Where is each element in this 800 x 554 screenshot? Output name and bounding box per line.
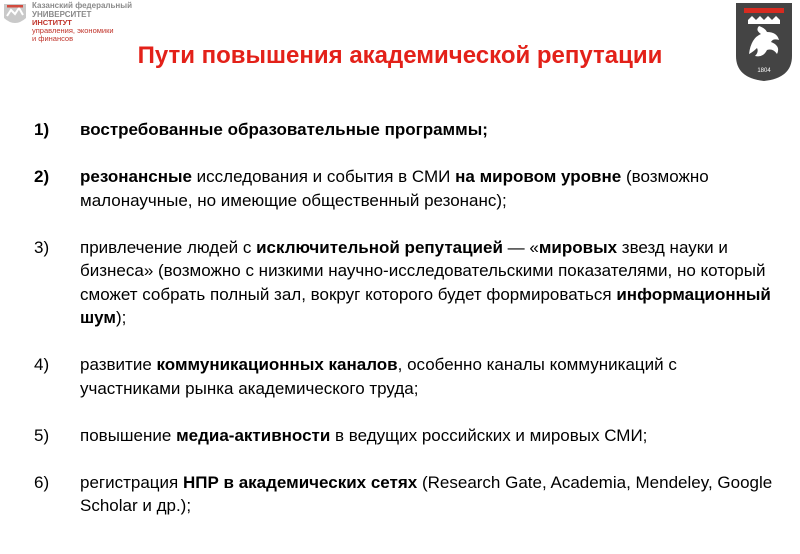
text-segment: исследования и события в СМИ	[191, 167, 456, 186]
institute-name: ИНСТИТУТ управления, экономики и финансов	[32, 18, 114, 43]
list-item-number: 3)	[34, 237, 50, 257]
list-item-number: 4)	[34, 355, 50, 374]
list-item-text	[80, 424, 774, 448]
list-item-text	[80, 165, 774, 212]
text-segment: регистрация	[80, 472, 183, 492]
list-item-text	[80, 236, 774, 330]
bold-text: информационный шум	[80, 284, 771, 327]
list-item-number: 6)	[34, 472, 50, 492]
text-segment: развитие	[80, 355, 157, 374]
text-segment: — «	[502, 237, 539, 257]
text-segment: в ведущих российских и мировых СМИ;	[330, 425, 648, 445]
list-item	[34, 118, 774, 142]
text-segment: (возможно малонаучные, но имеющие общественный резонанс);	[80, 167, 709, 210]
text-segment: , особенно каналы коммуникаций с участниками рынка академического труда;	[80, 355, 677, 398]
bold-text: резонансные	[80, 167, 192, 186]
kfu-logo-icon	[2, 2, 28, 28]
bold-text: медиа-активности	[176, 425, 331, 445]
list-item-number: 2)	[34, 167, 50, 186]
text-segment: звезд науки и бизнеса» (возможно с низкими научно-исследовательскими показателями, но который сможет собрать полный зал, вокруг которого будет формироваться	[80, 237, 766, 304]
university-name: Казанский федеральный УНИВЕРСИТЕТ	[32, 1, 132, 19]
emblem-year: 1804	[757, 68, 771, 74]
reputation-ways-list	[34, 118, 774, 541]
text-segment: привлечение людей с	[80, 237, 257, 257]
bold-text: мировых	[538, 237, 618, 257]
bold-text: коммуникационных каналов	[156, 355, 398, 374]
list-item-number: 5)	[34, 425, 50, 445]
page-title: Пути повышения академической репутации	[137, 42, 663, 69]
text-segment: );	[115, 308, 127, 327]
bold-text: исключительной репутацией	[256, 237, 503, 257]
list-item	[34, 424, 774, 448]
text-segment: (Research Gate, Academia, Mendeley, Google Scholar и др.);	[80, 472, 773, 515]
bold-text: на мировом уровне	[455, 167, 622, 186]
list-item	[34, 471, 774, 518]
list-item-text	[80, 118, 774, 142]
bold-text: востребованные образовательные программы;	[80, 120, 488, 139]
list-item-number: 1)	[34, 120, 50, 139]
list-item	[34, 236, 774, 330]
list-item-text	[80, 471, 774, 518]
bold-text: НПР в академических сетях	[182, 472, 418, 492]
list-item	[34, 353, 774, 400]
text-segment: повышение	[80, 425, 177, 445]
list-item	[34, 165, 774, 212]
list-item-text	[80, 353, 774, 400]
